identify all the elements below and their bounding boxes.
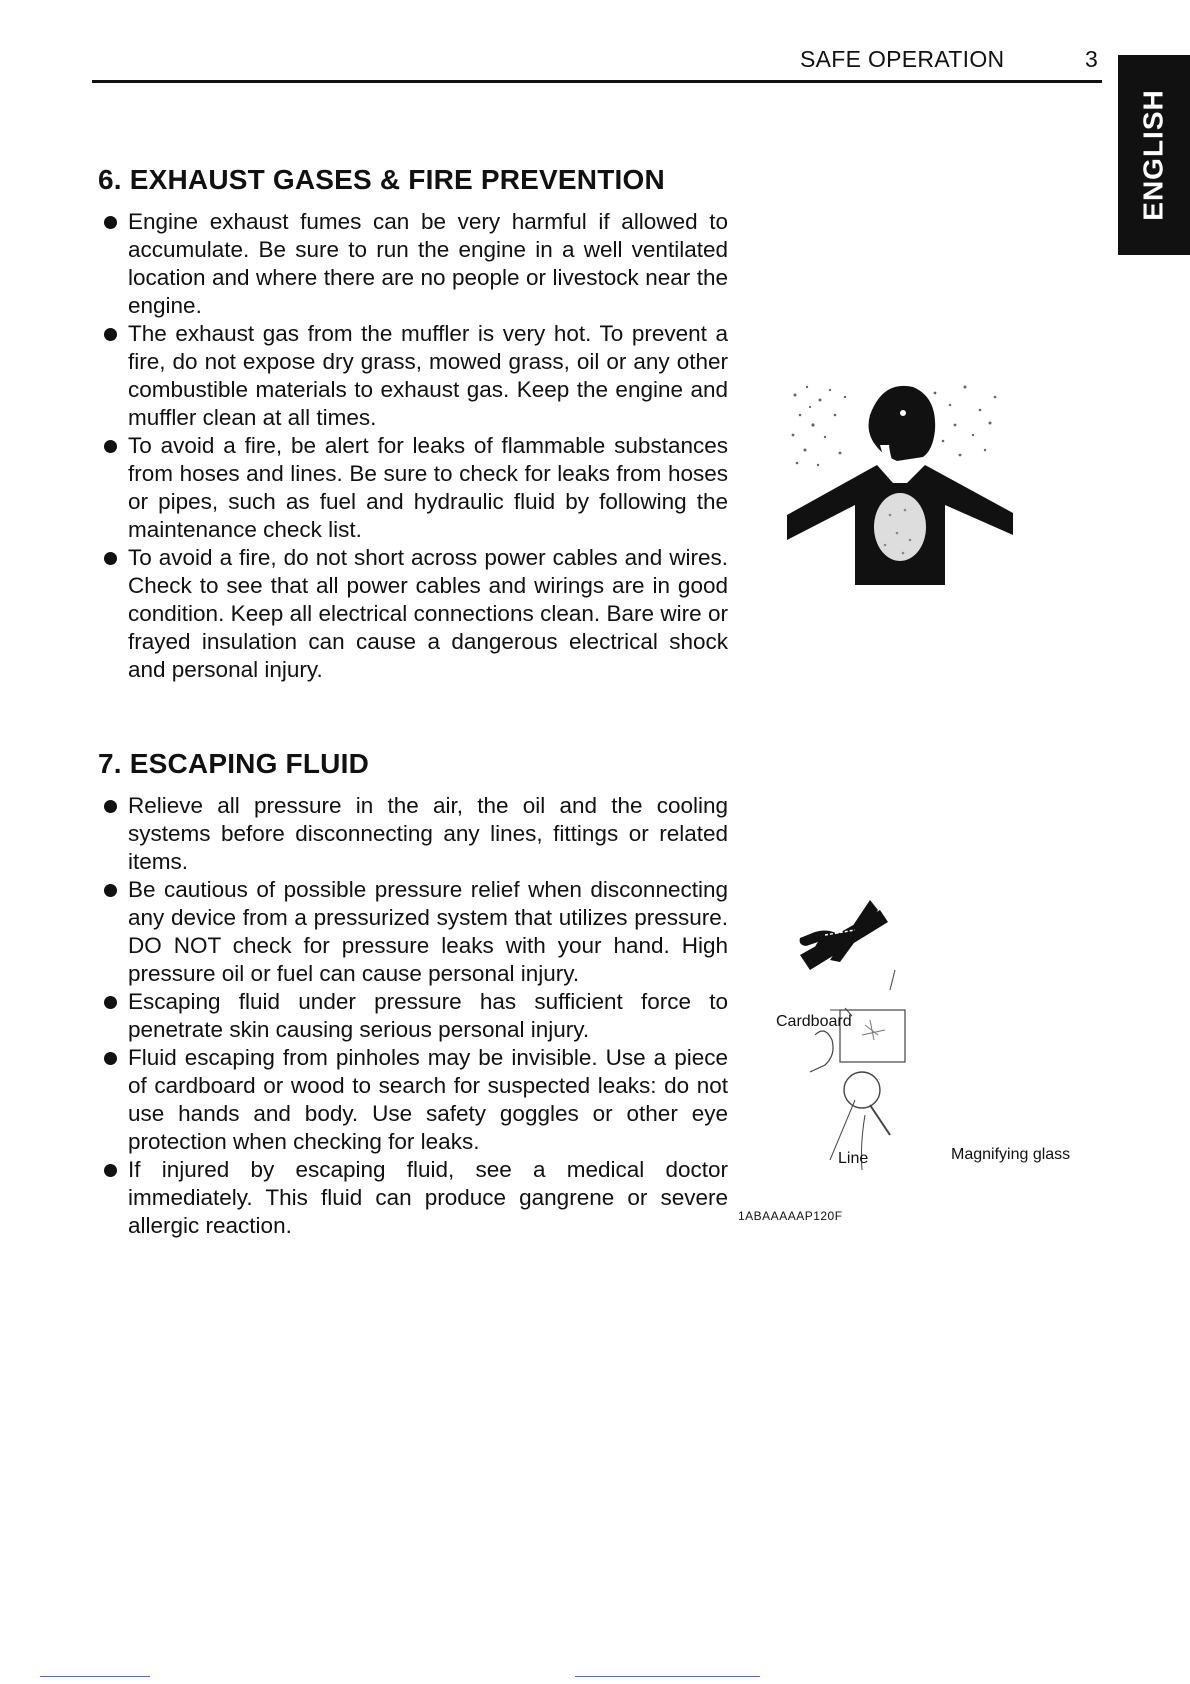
bullet-list [98,792,728,1240]
list-item: To avoid a fire, be alert for leaks of flammable substances from hoses and lines. Be sure to check for leaks from hoses or pipes, such as fuel and hydraulic fluid by following the maintenance check list. [98,432,728,544]
list-item: If injured by escaping fluid, see a medical doctor immediately. This fluid can produce gangrene or severe allergic reaction. [98,1156,728,1240]
list-item: The exhaust gas from the muffler is very hot. To prevent a fire, do not expose dry grass, mowed grass, oil or any other combustible materials to exhaust gas. Keep the engine and muffler clean at all times. [98,320,728,432]
hand-outline-icon [810,1031,833,1072]
footer-link-underline [40,1676,150,1677]
language-tab [1118,55,1190,255]
magnifying-glass-icon [844,1072,880,1108]
section-escaping-fluid [98,748,728,1240]
list-item: Escaping fluid under pressure has sufficient force to penetrate skin causing serious personal injury. [98,988,728,1044]
label-line: Line [838,1150,869,1167]
list-item: Relieve all pressure in the air, the oil and the cooling systems before disconnecting any lines, fittings or related items. [98,792,728,876]
bullet-list [98,208,728,684]
figure-code: 1ABAAAAAP120F [738,1209,843,1223]
head-silhouette-icon [869,386,936,461]
header-rule [92,80,1102,83]
list-item: To avoid a fire, do not short across power cables and wires. Check to see that all power cables and wirings are in good condition. Keep all electrical connections clean. Bare wire or frayed insulation can cause a dangerous electrical shock and personal injury. [98,544,728,684]
footer-link-underline [575,1676,760,1677]
list-item: Be cautious of possible pressure relief when disconnecting any device from a pressurized system that utilizes pressure. DO NOT check for pressure leaks with your hand. High pressure oil or fuel can cause personal injury. [98,876,728,988]
list-item: Engine exhaust fumes can be very harmful if allowed to accumulate. Be sure to run the engine in a well ventilated location and where there are no people or livestock near the engine. [98,208,728,320]
exhaust-fumes-illustration [785,375,1015,610]
page-number: 3 [1085,46,1098,72]
running-header-title: SAFE OPERATION [800,46,1005,72]
lungs-icon [874,493,926,561]
section-exhaust-gases [98,164,728,684]
label-magnifying-glass: Magnifying glass [951,1146,1071,1163]
section-heading: 7. ESCAPING FLUID [98,748,369,779]
list-item: Fluid escaping from pinholes may be invisible. Use a piece of cardboard or wood to search for suspected leaks: do not use hands and body. Use safety goggles or other eye protection when checking for leaks. [98,1044,728,1156]
section-heading: 6. EXHAUST GASES & FIRE PREVENTION [98,164,665,195]
language-tab-label: ENGLISH [1138,89,1169,221]
label-cardboard: Cardboard [776,1013,852,1030]
